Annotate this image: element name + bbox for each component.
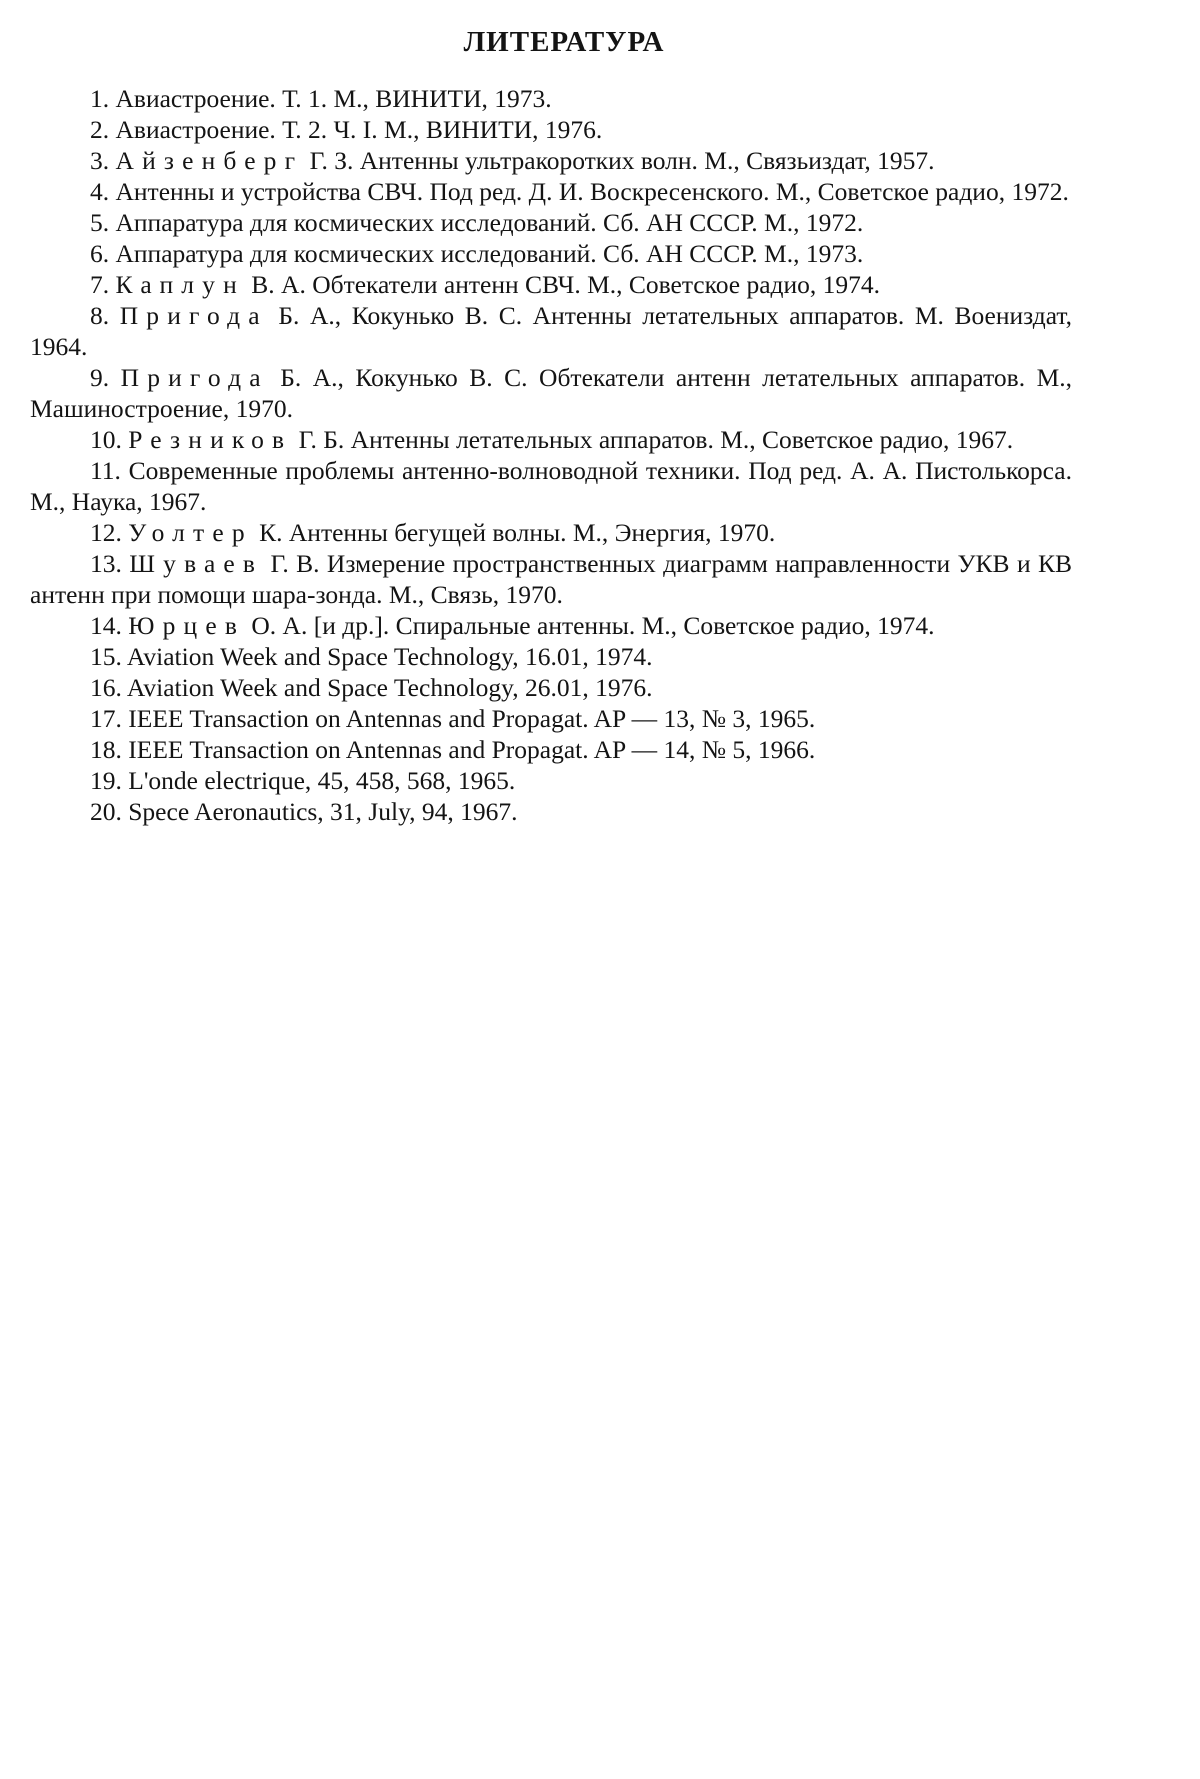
reference-text: Б. А., Кокунько В. С. Обтекатели антенн летательных аппаратов. М., Машиностроение, 1970. <box>30 363 1072 423</box>
reference-text: Авиастроение. Т. 1. М., ВИНИТИ, 1973. <box>115 84 552 113</box>
reference-item <box>30 517 1072 548</box>
reference-item <box>30 83 1072 114</box>
reference-item <box>30 734 1072 765</box>
reference-text: Spece Aeronautics, 31, July, 94, 1967. <box>128 797 518 826</box>
reference-item <box>30 765 1072 796</box>
reference-text: Современные проблемы антенно-волноводной техники. Под ред. А. А. Пистолькорса. М., Наука, 1967. <box>30 456 1072 516</box>
reference-text: Aviation Week and Space Technology, 16.01, 1974. <box>126 642 653 671</box>
reference-number: 10. <box>90 425 122 454</box>
reference-number: 4. <box>90 177 110 206</box>
reference-item <box>30 145 1072 176</box>
reference-author: Шуваев <box>129 549 264 578</box>
reference-item <box>30 641 1072 672</box>
reference-text: Г. В. Измерение пространственных диаграмм направленности УКВ и КВ антенн при помощи шара-зонда. М., Связь, 1970. <box>30 549 1073 609</box>
reference-item <box>30 300 1072 362</box>
reference-text: Aviation Week and Space Technology, 26.01, 1976. <box>126 673 653 702</box>
page-title: ЛИТЕРАТУРА <box>463 26 665 58</box>
reference-item <box>30 238 1072 269</box>
reference-item <box>30 424 1072 455</box>
reference-text: Антенны и устройства СВЧ. Под ред. Д. И. Воскресенского. М., Советское радио, 1972. <box>115 177 1069 206</box>
reference-number: 15. <box>90 642 122 671</box>
reference-item <box>30 362 1072 424</box>
reference-text: Аппаратура для космических исследований. Сб. АН СССР. М., 1973. <box>115 239 864 268</box>
reference-author: Каплун <box>115 270 245 299</box>
reference-text: Г. Б. Антенны летательных аппаратов. М., Советское радио, 1967. <box>298 425 1014 454</box>
reference-number: 6. <box>90 239 110 268</box>
reference-item <box>30 269 1072 300</box>
reference-number: 12. <box>90 518 122 547</box>
reference-number: 8. <box>90 301 110 330</box>
reference-text: IEEE Transaction on Antennas and Propagat. AP — 13, № 3, 1965. <box>128 704 816 733</box>
reference-text: К. Антенны бегущей волны. М., Энергия, 1970. <box>259 518 776 547</box>
reference-item <box>30 114 1072 145</box>
reference-item <box>30 703 1072 734</box>
reference-number: 11. <box>90 456 121 485</box>
reference-number: 14. <box>90 611 122 640</box>
reference-list <box>30 83 1072 827</box>
reference-item <box>30 548 1072 610</box>
reference-number: 3. <box>90 146 110 175</box>
reference-number: 18. <box>90 735 122 764</box>
reference-item <box>30 796 1072 827</box>
reference-number: 7. <box>90 270 110 299</box>
reference-author: Резников <box>128 425 293 454</box>
reference-number: 9. <box>90 363 110 392</box>
reference-text: Г. З. Антенны ультракоротких волн. М., Связьиздат, 1957. <box>309 146 935 175</box>
reference-text: IEEE Transaction on Antennas and Propagat. AP — 14, № 5, 1966. <box>128 735 816 764</box>
reference-text: Б. А., Кокунько В. С. Антенны летательных аппаратов. М. Воениздат, 1964. <box>30 301 1073 361</box>
reference-number: 17. <box>90 704 122 733</box>
reference-item <box>30 455 1072 517</box>
reference-item <box>30 207 1072 238</box>
reference-item <box>30 176 1072 207</box>
reference-author: Пригода <box>119 301 268 330</box>
reference-author: Пригода <box>120 363 269 392</box>
reference-number: 2. <box>90 115 110 144</box>
reference-text: L'onde electrique, 45, 458, 568, 1965. <box>128 766 516 795</box>
reference-number: 1. <box>90 84 110 113</box>
reference-number: 16. <box>90 673 122 702</box>
reference-number: 19. <box>90 766 122 795</box>
reference-text: О. А. [и др.]. Спиральные антенны. М., Советское радио, 1974. <box>251 611 935 640</box>
reference-number: 5. <box>90 208 110 237</box>
reference-item <box>30 672 1072 703</box>
reference-item <box>30 610 1072 641</box>
reference-author: Айзенберг <box>115 146 304 175</box>
reference-text: Аппаратура для космических исследований. Сб. АН СССР. М., 1972. <box>115 208 864 237</box>
reference-number: 13. <box>90 549 122 578</box>
reference-text: В. А. Обтекатели антенн СВЧ. М., Советское радио, 1974. <box>251 270 881 299</box>
reference-text: Авиастроение. Т. 2. Ч. I. М., ВИНИТИ, 1976. <box>115 115 603 144</box>
reference-number: 20. <box>90 797 122 826</box>
reference-author: Юрцев <box>128 611 246 640</box>
reference-author: Уолтер <box>128 518 253 547</box>
bibliography-page <box>30 26 1072 827</box>
